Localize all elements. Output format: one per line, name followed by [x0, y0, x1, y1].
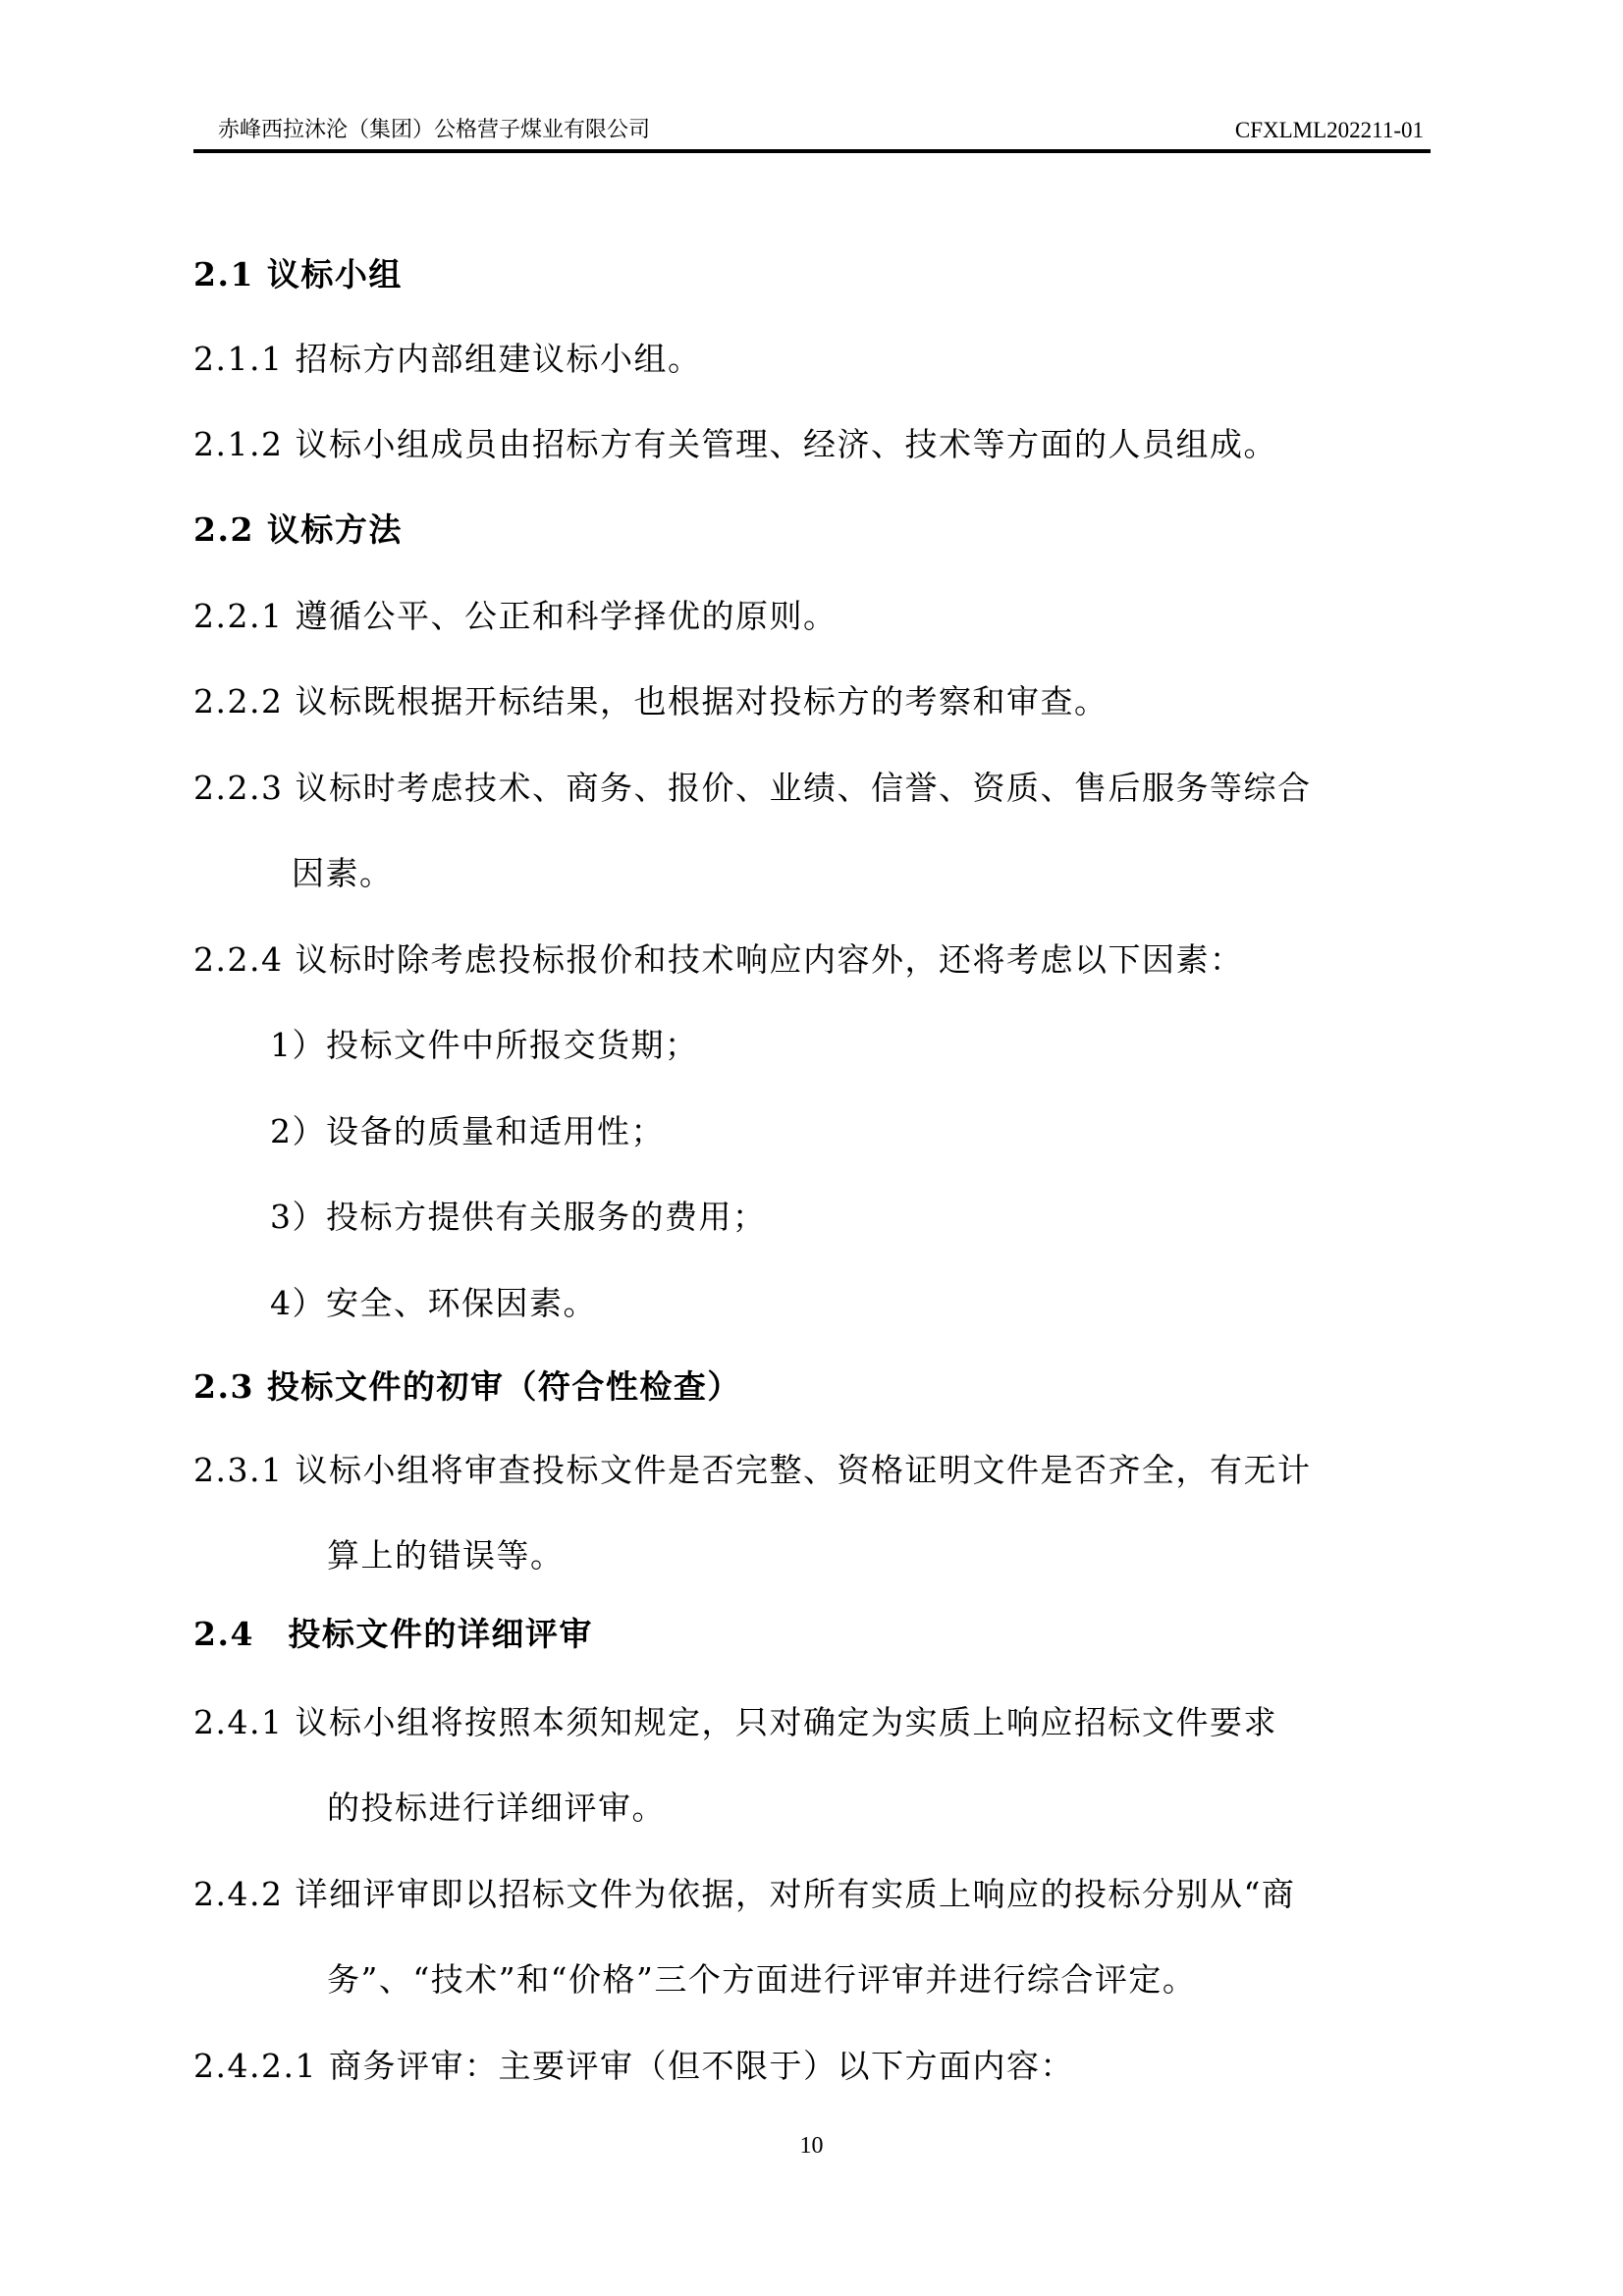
- list-item-3: 3）投标方提供有关服务的费用；: [270, 1198, 767, 1236]
- paragraph-2-2-3: 2.2.3 议标时考虑技术、商务、报价、业绩、信誉、资质、售后服务等综合: [193, 769, 1312, 807]
- paragraph-2-4-2: 2.4.2 详细评审即以招标文件为依据，对所有实质上响应的投标分别从“商: [193, 1875, 1296, 1913]
- list-item-2: 2）设备的质量和适用性；: [270, 1112, 665, 1150]
- list-item-4: 4）安全、环保因素。: [270, 1284, 597, 1322]
- paragraph-2-1-1: 2.1.1 招标方内部组建议标小组。: [193, 340, 702, 378]
- page-number: 10: [799, 2133, 824, 2159]
- paragraph-2-4-1-continued: 的投标进行详细评审。: [327, 1789, 666, 1827]
- header-divider: [193, 149, 1431, 153]
- section-heading-2-2: 2.2 议标方法: [193, 510, 403, 549]
- paragraph-2-1-2: 2.1.2 议标小组成员由招标方有关管理、经济、技术等方面的人员组成。: [193, 425, 1277, 463]
- paragraph-2-4-1: 2.4.1 议标小组将按照本须知规定，只对确定为实质上响应招标文件要求: [193, 1703, 1277, 1741]
- list-item-1: 1）投标文件中所报交货期；: [270, 1026, 699, 1064]
- paragraph-2-2-1: 2.2.1 遵循公平、公正和科学择优的原则。: [193, 597, 838, 635]
- paragraph-2-3-1: 2.3.1 议标小组将审查投标文件是否完整、资格证明文件是否齐全，有无计: [193, 1451, 1312, 1489]
- paragraph-2-4-2-1: 2.4.2.1 商务评审：主要评审（但不限于）以下方面内容：: [193, 2047, 1074, 2085]
- section-heading-2-1: 2.1 议标小组: [193, 255, 403, 294]
- paragraph-2-2-3-continued: 因素。: [292, 854, 394, 892]
- section-heading-2-3: 2.3 投标文件的初审（符合性检查）: [193, 1367, 741, 1406]
- paragraph-2-2-4: 2.2.4 议标时除考虑投标报价和技术响应内容外，还将考虑以下因素：: [193, 940, 1244, 979]
- header-company-name: 赤峰西拉沐沦（集团）公格营子煤业有限公司: [218, 118, 651, 142]
- paragraph-2-4-2-continued: 务”、“技术”和“价格”三个方面进行评审并进行综合评定。: [327, 1960, 1197, 1999]
- paragraph-2-3-1-continued: 算上的错误等。: [327, 1536, 565, 1575]
- header-document-code: CFXLML202211-01: [1234, 118, 1424, 142]
- paragraph-2-2-2: 2.2.2 议标既根据开标结果，也根据对投标方的考察和审查。: [193, 682, 1109, 721]
- section-heading-2-4: 2.4 投标文件的详细评审: [193, 1615, 593, 1653]
